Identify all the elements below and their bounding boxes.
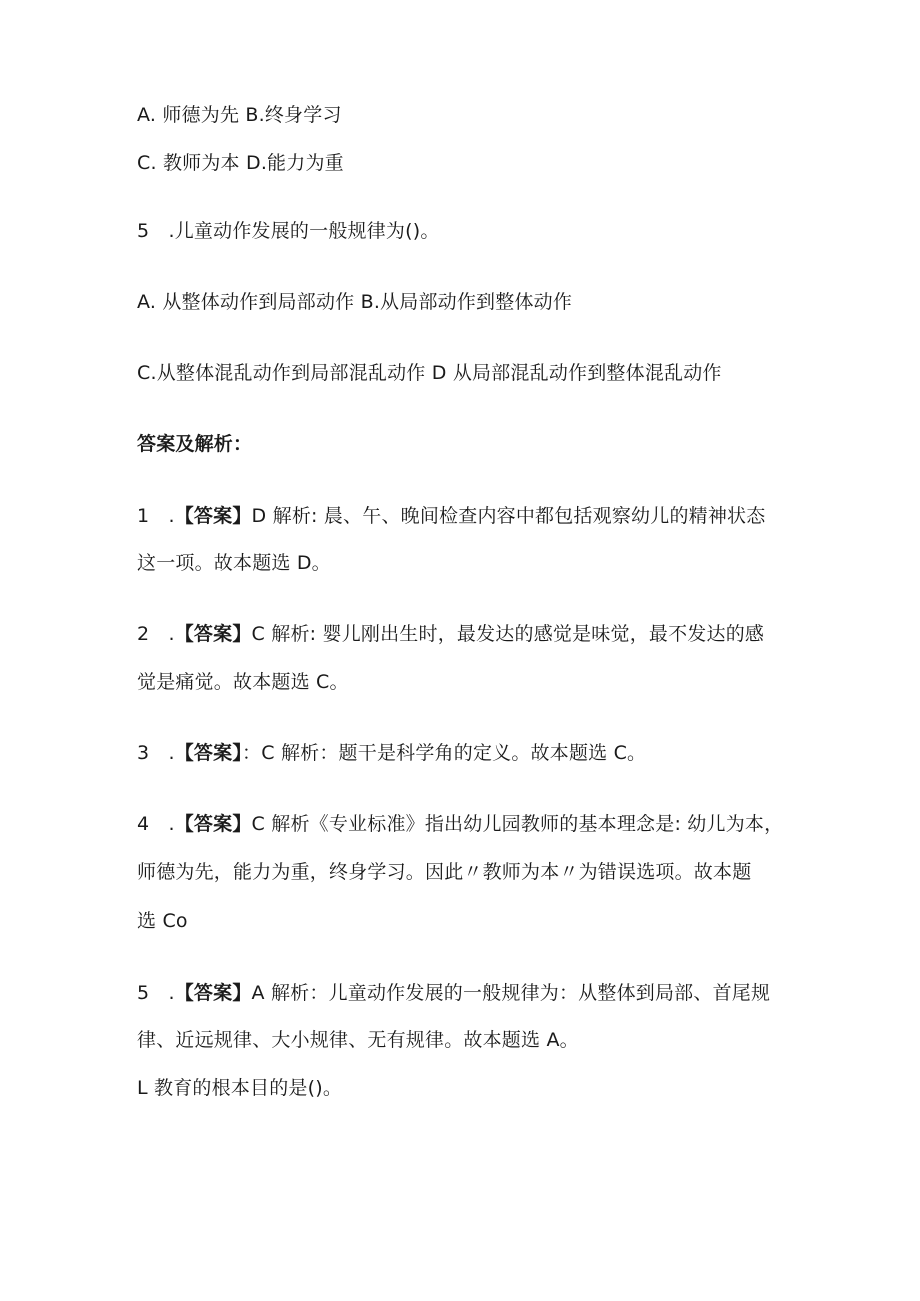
q5-options-line-1: A. 从整体动作到局部动作 B.从局部动作到整体动作 — [137, 291, 573, 313]
next-question-stem: L 教育的根本目的是()。 — [137, 1077, 343, 1099]
answer-5-line-2: 律、近远规律、大小规律、无有规律。故本题选 A。 — [137, 1029, 579, 1051]
answer-4-number: 4 . — [137, 813, 175, 835]
q4-options-line-2: C. 教师为本 D.能力为重 — [137, 152, 344, 174]
answer-4-line-1 — [137, 812, 800, 836]
answer-4-line-3: 选 Co — [137, 910, 188, 932]
answers-heading: 答案及解析： — [137, 433, 253, 455]
answer-2-line-2: 觉是痛觉。故本题选 C。 — [137, 671, 349, 693]
answer-1-number: 1 . — [137, 505, 175, 527]
answer-5-line-1 — [137, 981, 800, 1005]
q4-options-line-1: A. 师德为先 B.终身学习 — [137, 104, 342, 126]
answer-2-number: 2 . — [137, 623, 175, 645]
answer-3-number: 3 . — [137, 742, 175, 764]
answer-3-line-1 — [137, 741, 800, 765]
answer-4-text: C 解析《专业标准》指出幼儿园教师的基本理念是: 幼儿为本， — [251, 813, 784, 835]
answer-5-tag: 【答案】 — [174, 982, 252, 1004]
answer-2-line-1 — [137, 622, 800, 646]
answer-4-tag: 【答案】 — [174, 813, 252, 835]
answer-1-line-1 — [137, 504, 800, 528]
answer-2-text: C 解析: 婴儿刚出生时，最发达的感觉是味觉，最不发达的感 — [251, 623, 765, 645]
answer-1-tag: 【答案】 — [174, 505, 252, 527]
answer-5-text: A 解析：儿童动作发展的一般规律为：从整体到局部、首尾规 — [251, 982, 771, 1004]
answer-4-line-2: 师德为先，能力为重，终身学习。因此〃教师为本〃为错误选项。故本题 — [137, 861, 752, 883]
q5-stem: 5 .儿童动作发展的一般规律为()。 — [137, 220, 440, 242]
q5-options-line-2: C.从整体混乱动作到局部混乱动作 D 从局部混乱动作到整体混乱动作 — [137, 362, 722, 384]
answer-2-tag: 【答案】 — [174, 623, 252, 645]
answer-1-text: D 解析: 晨、午、晚间检查内容中都包括观察幼儿的精神状态 — [251, 505, 766, 527]
answer-3-text: ：C 解析：题干是科学角的定义。故本题选 C。 — [242, 742, 647, 764]
answer-5-number: 5 . — [137, 982, 175, 1004]
answer-1-line-2: 这一项。故本题选 D。 — [137, 552, 331, 574]
answer-3-tag: 【答案】 — [174, 742, 243, 764]
